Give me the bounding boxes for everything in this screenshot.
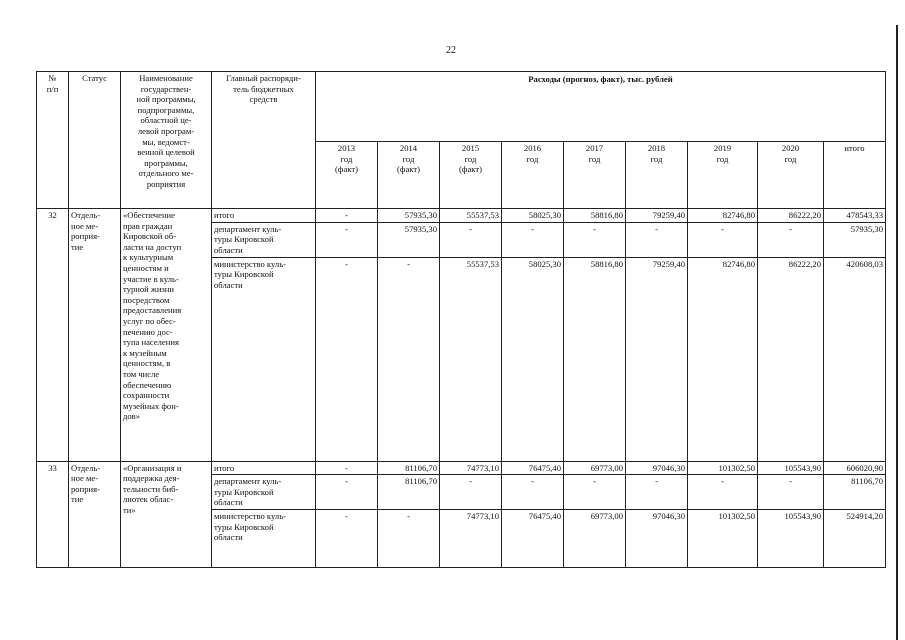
row-value-1: -	[378, 257, 440, 461]
row-value-0: -	[316, 461, 378, 475]
row-value-4: -	[564, 475, 626, 510]
row-value-6: 101302,50	[688, 510, 758, 568]
row-value-7: -	[758, 475, 824, 510]
page-edge-line	[896, 25, 898, 640]
row-value-1: 81106,70	[378, 475, 440, 510]
row-manager: департамент куль- туры Кировской области	[212, 475, 316, 510]
row-value-5: -	[626, 222, 688, 257]
row-value-4: 69773,00	[564, 510, 626, 568]
row-value-8: 524914,20	[824, 510, 886, 568]
row-value-5: 97046,30	[626, 461, 688, 475]
header-manager	[212, 72, 316, 209]
row-value-7: 86222,20	[758, 257, 824, 461]
row-name: «Обеспечение прав граждан Кировской об- ласти на доступ к культурным ценностям и участие в куль- турной жизни посредством предоставления услуг по обес- печению дос- тупа населения к музейным ценностям, в том числе обеспечению сохранности музейных фон- дов»	[121, 209, 212, 462]
row-value-7: -	[758, 222, 824, 257]
row-value-8: 81106,70	[824, 475, 886, 510]
header-year-2: 2015 год (факт)	[440, 142, 502, 209]
row-status: Отдель- ное ме- роприя- тие	[69, 461, 121, 568]
row-value-6: -	[688, 222, 758, 257]
row-num: 32	[37, 209, 69, 462]
row-value-5: 97046,30	[626, 510, 688, 568]
expenses-table	[36, 71, 886, 568]
row-value-8: 478543,33	[824, 209, 886, 223]
row-value-0: -	[316, 209, 378, 223]
row-value-2: -	[440, 475, 502, 510]
header-name-text: Наименование государствен- ной программы, подпрограммы, областной це- левой програм- мы, ведомст- венной целевой программы, отдельного ме- роприятия	[136, 73, 196, 189]
row-value-2: 74773,10	[440, 510, 502, 568]
row-value-0: -	[316, 257, 378, 461]
row-value-4: 58816,80	[564, 209, 626, 223]
row-value-8: 420608,03	[824, 257, 886, 461]
header-manager-text: Главный распоряди- тель бюджетных средств	[226, 73, 301, 105]
row-value-1: 81106,70	[378, 461, 440, 475]
header-year-3: 2016 год	[502, 142, 564, 209]
row-value-3: 76475,40	[502, 461, 564, 475]
header-year-6: 2019 год	[688, 142, 758, 209]
row-manager: департамент куль- туры Кировской области	[212, 222, 316, 257]
row-value-7: 105543,90	[758, 510, 824, 568]
header-year-0: 2013 год (факт)	[316, 142, 378, 209]
row-value-3: -	[502, 222, 564, 257]
header-year-5: 2018 год	[626, 142, 688, 209]
row-value-2: 74773,10	[440, 461, 502, 475]
row-value-5: -	[626, 475, 688, 510]
row-manager: министерство куль- туры Кировской области	[212, 257, 316, 461]
table-row	[37, 461, 886, 475]
header-expenses: Расходы (прогноз, факт), тыс. рублей	[316, 72, 886, 142]
row-status: Отдель- ное ме- роприя- тие	[69, 209, 121, 462]
row-value-0: -	[316, 222, 378, 257]
row-value-7: 105543,90	[758, 461, 824, 475]
table-body	[37, 209, 886, 568]
row-value-3: 76475,40	[502, 510, 564, 568]
row-value-3: -	[502, 475, 564, 510]
row-value-4: -	[564, 222, 626, 257]
row-value-6: 101302,50	[688, 461, 758, 475]
row-manager: министерство куль- туры Кировской области	[212, 510, 316, 568]
row-value-1: 57935,30	[378, 209, 440, 223]
row-value-0: -	[316, 475, 378, 510]
row-value-8: 57935,30	[824, 222, 886, 257]
row-num: 33	[37, 461, 69, 568]
row-manager: итого	[212, 209, 316, 223]
header-status: Статус	[69, 72, 121, 209]
header-year-8: итого	[824, 142, 886, 209]
header-num	[37, 72, 69, 209]
row-value-1: -	[378, 510, 440, 568]
row-value-4: 58816,80	[564, 257, 626, 461]
row-value-6: 82746,80	[688, 257, 758, 461]
row-value-3: 58025,30	[502, 257, 564, 461]
row-name: «Организация и поддержка дея- тельности биб- лиотек облас- ти»	[121, 461, 212, 568]
row-value-8: 606020,90	[824, 461, 886, 475]
table-row	[37, 209, 886, 223]
row-value-6: 82746,80	[688, 209, 758, 223]
row-value-6: -	[688, 475, 758, 510]
row-value-7: 86222,20	[758, 209, 824, 223]
row-value-2: -	[440, 222, 502, 257]
row-value-5: 79259,40	[626, 257, 688, 461]
header-year-4: 2017 год	[564, 142, 626, 209]
row-value-4: 69773,00	[564, 461, 626, 475]
row-value-1: 57935,30	[378, 222, 440, 257]
header-name	[121, 72, 212, 209]
row-value-0: -	[316, 510, 378, 568]
row-manager: итого	[212, 461, 316, 475]
row-value-2: 55537,53	[440, 209, 502, 223]
row-value-3: 58025,30	[502, 209, 564, 223]
page-number: 22	[446, 45, 456, 56]
header-year-7: 2020 год	[758, 142, 824, 209]
header-num-text: № п/п	[46, 73, 59, 94]
header-year-1: 2014 год (факт)	[378, 142, 440, 209]
row-value-2: 55537,53	[440, 257, 502, 461]
row-value-5: 79259,40	[626, 209, 688, 223]
